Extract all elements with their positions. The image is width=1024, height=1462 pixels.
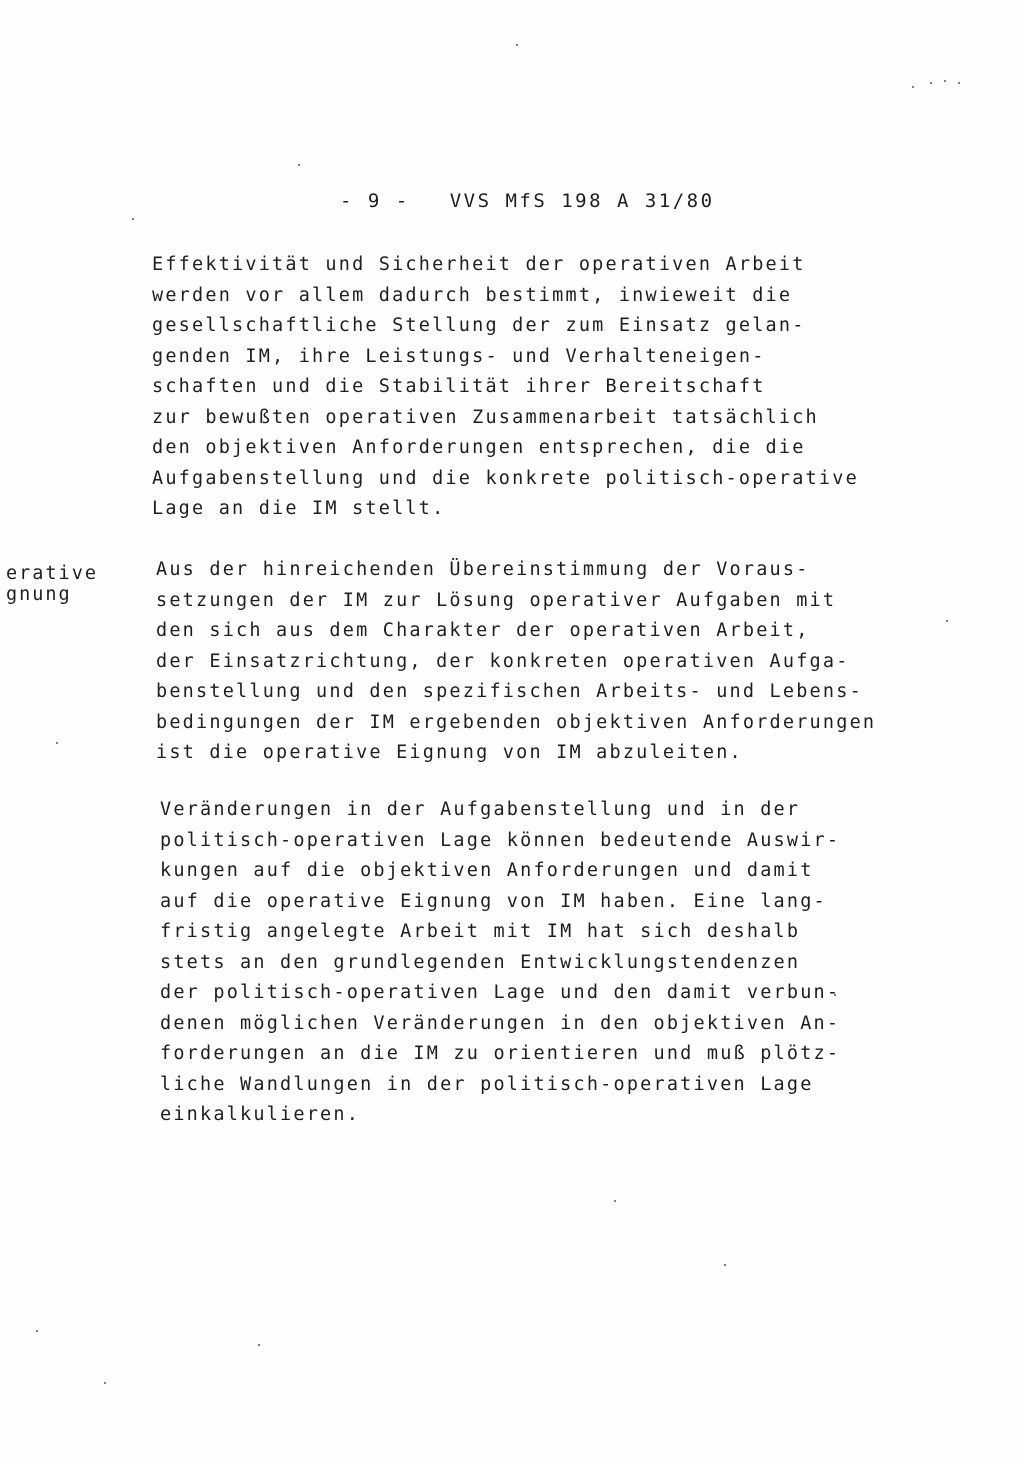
text-line: Effektivität und Sicherheit der operativen Arbeit: [152, 254, 806, 275]
page-header: [340, 190, 715, 212]
text-line: werden vor allem dadurch bestimmt, inwieweit die: [152, 284, 793, 306]
text-line: stets an den grundlegenden Entwicklungstendenzen: [160, 951, 801, 973]
text-line: kungen auf die objektiven Anforderungen und damit: [160, 860, 814, 881]
text-line: der politisch-operativen Lage und den damit verbun-: [160, 982, 841, 1003]
text-line: Veränderungen in der Aufgabenstellung und in der: [160, 799, 801, 820]
scan-speck: [930, 82, 932, 84]
scan-speck: [104, 1382, 106, 1384]
scan-speck: [258, 1344, 260, 1346]
scan-speck: [958, 82, 960, 84]
text-line: der Einsatzrichtung, der konkreten operativen Aufga-: [156, 650, 850, 672]
text-line: den sich aus dem Charakter der operativen Arbeit,: [156, 620, 810, 641]
text-line: Lage an die IM stellt.: [152, 498, 446, 519]
text-line: genden IM, ihre Leistungs- und Verhalteneigen-: [152, 345, 766, 367]
paragraph-1: [152, 250, 859, 525]
page-number: - 9 -: [340, 190, 410, 212]
margin-note-line: erative: [6, 563, 98, 584]
document-reference: VVS MfS 198 A 31/80: [449, 190, 715, 212]
scan-speck: [56, 742, 58, 744]
text-line: bedingungen der IM ergebenden objektiven Anforderungen: [156, 711, 877, 733]
scan-speck: [724, 1264, 726, 1266]
scan-speck: [132, 218, 134, 220]
text-line: Aus der hinreichenden Übereinstimmung der Voraus-: [156, 559, 810, 580]
text-line: forderungen an die IM zu orientieren und muß plötz-: [160, 1043, 841, 1064]
text-line: denen möglichen Veränderungen in den objektiven An-: [160, 1012, 841, 1034]
scan-speck: [614, 1200, 616, 1202]
text-line: setzungen der IM zur Lösung operativer Aufgaben mit: [156, 589, 837, 611]
paragraph-3: [160, 795, 850, 1131]
scan-speck: [944, 80, 946, 82]
text-line: liche Wandlungen in der politisch-operativen Lage: [160, 1073, 814, 1095]
text-line: benstellung und den spezifischen Arbeits- und Lebens-: [156, 681, 863, 702]
text-line: politisch-operativen Lage können bedeutende Auswir-: [160, 829, 841, 851]
text-line: auf die operative Eignung von IM haben. Eine lang-: [160, 890, 827, 912]
margin-note-line: gnung: [6, 584, 72, 605]
scan-speck: [298, 164, 300, 166]
text-line: den objektiven Anforderungen entsprechen, die die: [152, 437, 806, 458]
text-line: einkalkulieren.: [160, 1104, 361, 1125]
scan-speck: [912, 86, 914, 88]
scan-speck: [946, 620, 948, 622]
scan-speck: [516, 44, 518, 46]
scan-speck: [36, 1330, 38, 1332]
text-line: zur bewußten operativen Zusammenarbeit tatsächlich: [152, 406, 819, 428]
text-line: Aufgabenstellung und die konkrete politisch-operative: [152, 467, 859, 489]
text-line: ist die operative Eignung von IM abzuleiten.: [156, 742, 743, 763]
text-line: fristig angelegte Arbeit mit IM hat sich deshalb: [160, 921, 801, 942]
text-line: gesellschaftliche Stellung der zum Einsatz gelan-: [152, 315, 806, 336]
text-line: schaften und die Stabilität ihrer Bereitschaft: [152, 376, 766, 397]
margin-note: [6, 563, 98, 605]
paragraph-2: [156, 555, 877, 769]
